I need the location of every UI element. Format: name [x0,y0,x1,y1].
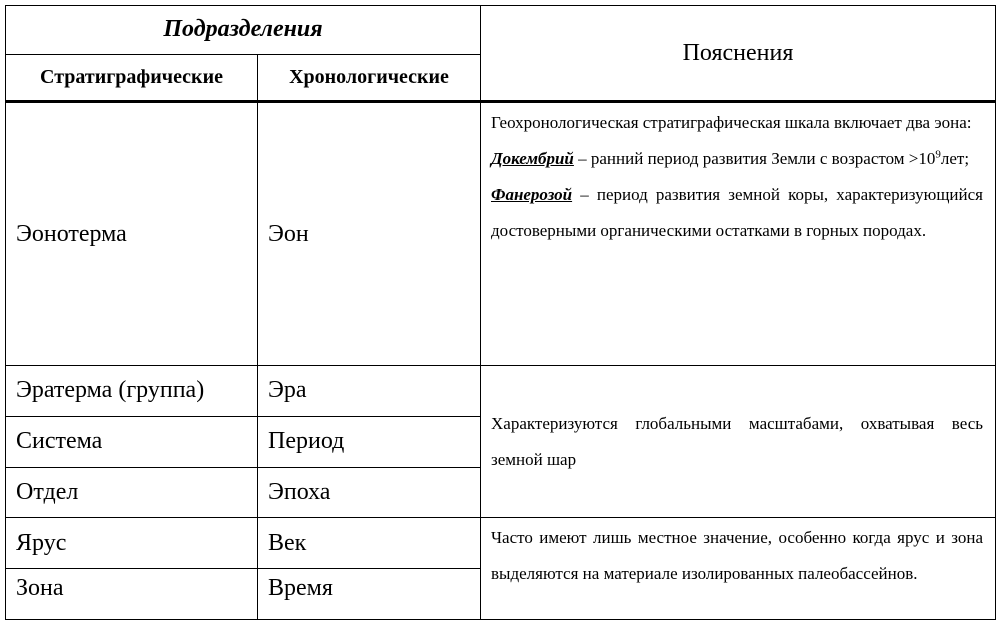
header-subdivisions: Подразделения [6,6,481,55]
local-explanation: Часто имеют лишь местное значение, особенно когда ярус и зона выделяются на материале изолированных палеобассейнов. [481,518,996,620]
chron-cell: Время [258,569,481,620]
table-row [6,102,996,365]
strat-cell: Отдел [6,467,258,518]
term-precambrian: Докембрий [491,149,574,169]
strat-cell: Ярус [6,518,258,569]
stratigraphy-table [5,5,996,620]
header-stratigraphic: Стратиграфические [6,54,258,102]
chron-cell: Век [258,518,481,569]
chron-cell: Эон [258,102,481,365]
strat-cell: Эратерма (группа) [6,365,258,416]
table-row [6,365,996,416]
chron-cell: Эпоха [258,467,481,518]
strat-cell: Зона [6,569,258,620]
chron-cell: Период [258,416,481,467]
global-explanation: Характеризуются глобальными масштабами, охватывая весь земной шар [481,365,996,517]
precambrian-end: лет; [940,149,970,169]
eon-intro: Геохронологическая стратиграфическая шкала включает два эона: [491,113,972,133]
eon-explanation [481,102,996,365]
header-explanations: Пояснения [481,6,996,102]
phanerozoic-text: – период развития земной коры, характеризующийся достоверными органическими остатками в горных породах. [491,185,983,241]
header-chronological: Хронологические [258,54,481,102]
strat-cell: Система [6,416,258,467]
precambrian-text: – ранний период развития Земли с возрастом >10 [573,149,936,169]
chron-cell: Эра [258,365,481,416]
precambrian-exponent: 9 [935,148,941,161]
term-phanerozoic: Фанерозой [491,185,573,205]
strat-cell: Эонотерма [6,102,258,365]
table-row [6,518,996,569]
